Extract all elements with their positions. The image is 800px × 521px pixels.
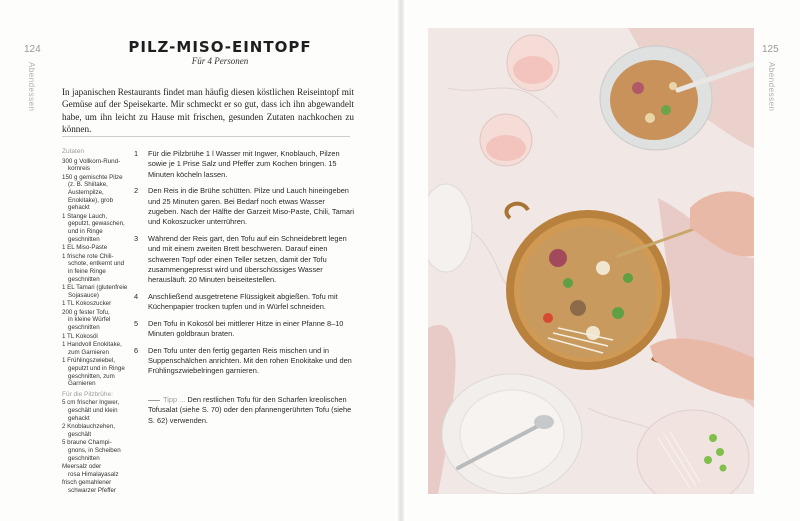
ingredient-item: 300 g Vollkorn-Rund- kornreis — [62, 157, 121, 173]
page-number-right: 125 — [762, 44, 779, 55]
ingredient-item: 1 Stange Lauch, geputzt, gewaschen, und in Ringe geschnitten — [62, 212, 125, 243]
ingredient-item: 150 g gemischte Pilze (z. B. Shiitake, Austernpilze, Enokitake), grob gehackt — [62, 173, 123, 212]
broth-item: Meersalz oder rosa Himalayasalz — [62, 463, 119, 478]
broth-item: 2 Knoblauchzehen, geschält — [62, 423, 115, 438]
broth-list — [62, 399, 128, 494]
ingredient-item: 1 EL Tamari (glutenfreie Sojasauce) — [62, 284, 128, 299]
broth-item: 5 cm frischer Ingwer, geschält und klein gehackt — [62, 399, 120, 422]
ingredient-item: 1 TL Kokosöl — [62, 332, 98, 340]
running-head-right: Abendessen — [767, 62, 776, 112]
ingredients-column — [62, 148, 128, 496]
tip-rule — [148, 400, 160, 401]
page-number-left: 124 — [24, 44, 41, 55]
ingredient-item: 200 g fester Tofu, in kleine Würfel geschnitten — [62, 308, 111, 332]
ingredient-item: 1 EL Miso-Paste — [62, 244, 108, 252]
method-step: 2 Den Reis in die Brühe schütten. Pilze und Lauch hineingeben und 25 Minuten garen. Bei Bedarf noch etwas Wasser zugeben. Nach der Hälfte der Garzeit Miso-Paste, Chili, Tamari und Kokoszucker unterrühren. — [134, 186, 355, 227]
ingredient-item: 1 TL Kokoszucker — [62, 300, 112, 308]
spoon-bowl — [534, 415, 554, 429]
tip-box — [148, 395, 358, 426]
tip-text: Den restlichen Tofu für den Scharfen kreolischen Tofusalat (siehe S. 70) oder den pfannengerührten Tofu (siehe S. 62) verwenden. — [148, 395, 352, 425]
broth-item: 5 braune Champi- gnons, in Scheiben geschnitten — [62, 439, 121, 462]
method-step: 3 Während der Reis gart, den Tofu auf ein Schneidebrett legen und mit einem zweiten Brett beschweren. Darauf einen schweren Topf oder einen Teller setzen, damit der Tofu zusammengepresst wird und überschüssiges Wasser herausläuft. 20 Minuten beiseitestellen. — [134, 233, 347, 285]
method-steps — [134, 149, 356, 383]
food-photo-illustration — [428, 28, 754, 494]
broth-item: frisch gemahlener schwarzer Pfeffer — [62, 479, 117, 494]
broth-heading: Für die Pilzbrühe: — [62, 390, 113, 398]
ingredients-list — [62, 158, 128, 388]
ingredient-item: 1 frische rote Chili- schote, entkernt und in feine Ringe geschnitten — [62, 252, 125, 283]
tip-label: Tipp ... — [163, 395, 186, 404]
method-step: 5 Den Tofu in Kokosöl bei mittlerer Hitze in einer Pfanne 8–10 Minuten goldbraun braten. — [134, 318, 344, 339]
wine-glass-bottom — [480, 114, 532, 166]
ingredient-item: 1 Frühlingszwiebel, geputzt und in Ringe geschnitten, zum Garnieren — [62, 357, 125, 388]
ingredient-item: 1 Handvoll Enokitake, zum Garnieren — [62, 341, 122, 356]
method-step: 4 Anschließend ausgetretene Flüssigkeit abgießen. Tofu mit Küchenpapier trocken tupfen und in Würfel schneiden. — [134, 291, 338, 312]
recipe-photo — [428, 28, 754, 494]
running-head-left: Abendessen — [27, 62, 36, 112]
recipe-title: PILZ-MISO-EINTOPF — [128, 38, 312, 56]
recipe-intro: In japanischen Restaurants findet man häufig diesen köstlichen Reiseintopf mit Gemüse auf der Speisekarte. Mir schmeckt er so gut, dass ich ihn abgewandelt habe, um ihn leicht zu Hause mit frischen, gesunden Zutaten nachkochen zu können. — [62, 87, 354, 134]
dinner-plate — [442, 374, 582, 494]
divider-rule — [62, 136, 350, 137]
wine-glass-top — [507, 35, 559, 91]
recipe-servings: Für 4 Personen — [191, 56, 249, 66]
method-step: 6 Den Tofu unter den fertig gegarten Reis mischen und in Suppenschälchen anrichten. Mit den rohen Enokitake und den Frühlingszwiebelringen garnieren. — [134, 345, 352, 376]
ingredients-heading: Zutaten — [62, 148, 85, 155]
method-step: 1 Für die Pilzbrühe 1 l Wasser mit Ingwer, Knoblauch, Pilzen sowie je 1 Prise Salz und Pfeffer zum Kochen bringen. 15 Minuten köcheln lassen. — [134, 149, 340, 179]
